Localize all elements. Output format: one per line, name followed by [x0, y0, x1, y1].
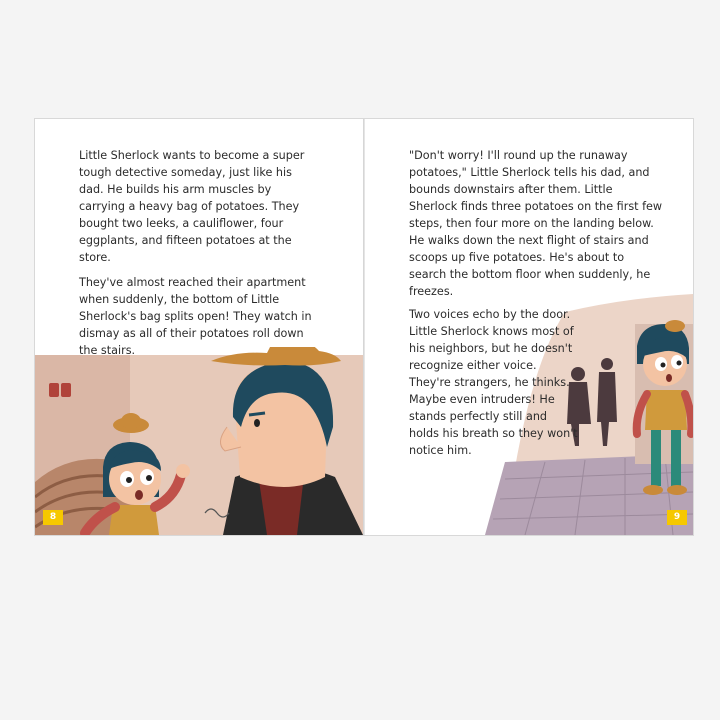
left-page: [35, 119, 363, 535]
right-page-text-top: [409, 147, 664, 308]
stairwell-illustration-left: [35, 347, 363, 535]
left-page-text: [79, 147, 319, 367]
right-page: [365, 119, 693, 535]
book-spread: [35, 119, 693, 535]
page-number-left: 8: [43, 510, 63, 525]
left-paragraph-1: Little Sherlock wants to become a super tough detective someday, just like his dad. He builds his arm muscles by carrying a heavy bag of potatoes. They bought two leeks, a cauliflower, four eggplants, and fifteen potatoes at the store.: [79, 149, 305, 264]
right-page-text-bottom: [409, 306, 579, 467]
page-number-right: 9: [667, 510, 687, 525]
right-paragraph-1: "Don't worry! I'll round up the runaway potatoes," Little Sherlock tells his dad, and bounds downstairs after them. Little Sherlock finds three potatoes on the first few steps, then four more on the landing below. He walks down the next flight of stairs and scoops up five potatoes. He's about to search the bottom floor when suddenly, he freezes.: [409, 149, 663, 298]
left-paragraph-2: They've almost reached their apartment when suddenly, the bottom of Little Sherlock's bag splits open! They watch in dismay as all of their potatoes roll down the stairs.: [79, 276, 312, 357]
right-paragraph-2: Two voices echo by the door. Little Sherlock knows most of his neighbors, but he doesn't recognize either voice. They're strangers, he thinks. Maybe even intruders! He stands perfectly still and holds his breath so they won't notice him.: [409, 308, 578, 457]
